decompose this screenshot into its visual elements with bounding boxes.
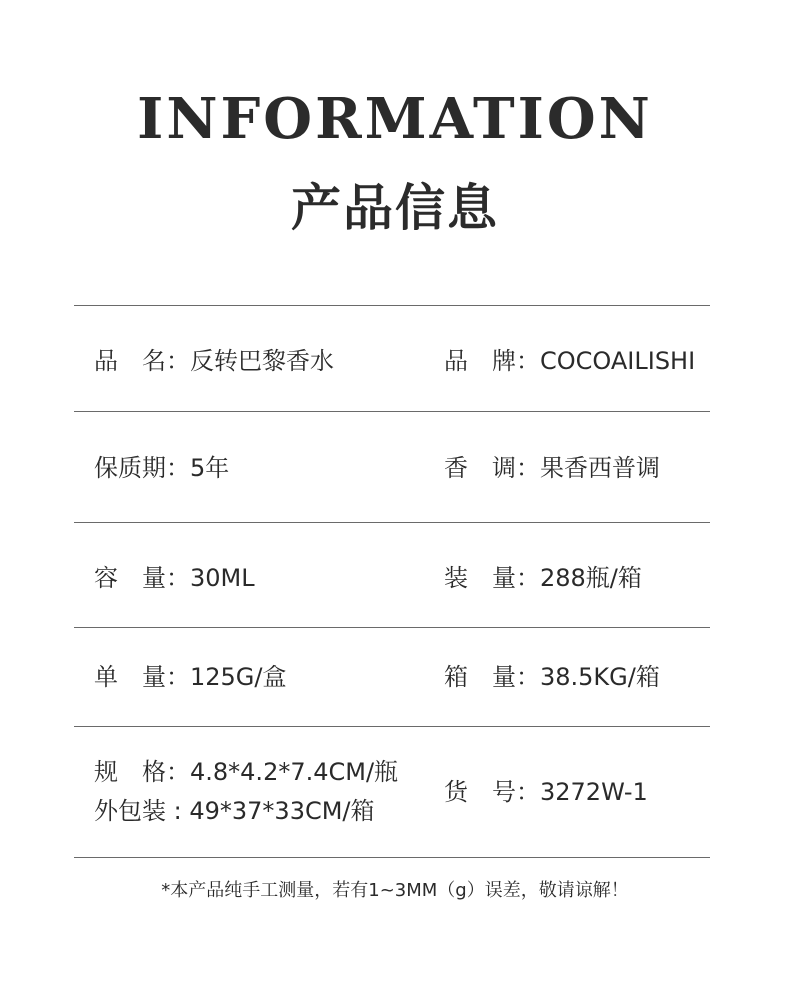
capacity: 容 量：30ML <box>94 564 255 592</box>
item-number: 货 号：3272W-1 <box>444 778 648 806</box>
divider <box>74 726 710 727</box>
divider <box>74 305 710 306</box>
divider <box>74 857 710 858</box>
specification: 规 格：4.8*4.2*7.4CM/瓶 <box>94 758 399 786</box>
fragrance-note: 香 调：果香西普调 <box>444 454 660 482</box>
divider <box>74 522 710 523</box>
packing-quantity: 装 量：288瓶/箱 <box>444 564 642 592</box>
divider <box>74 627 710 628</box>
divider <box>74 411 710 412</box>
title-english: INFORMATION <box>137 86 653 152</box>
shelf-life: 保质期：5年 <box>94 454 230 482</box>
footnote: *本产品纯手工测量，若有1~3MM（g）误差，敬请谅解！ <box>161 880 629 901</box>
outer-packing: 外包装 : 49*37*33CM/箱 <box>94 797 375 825</box>
box-weight: 箱 量：38.5KG/箱 <box>444 663 660 691</box>
title-chinese: 产品信息 <box>291 178 499 237</box>
product-name: 品 名：反转巴黎香水 <box>94 347 334 375</box>
brand: 品 牌：COCOAILISHI <box>444 347 696 375</box>
unit-weight: 单 量：125G/盒 <box>94 663 287 691</box>
